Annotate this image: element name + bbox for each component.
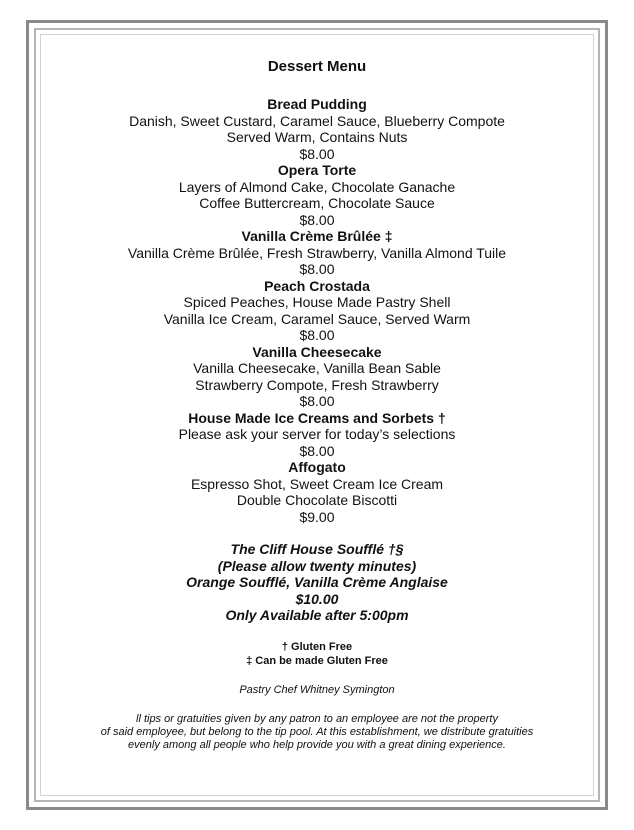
menu-item xyxy=(44,344,590,410)
dietary-legend xyxy=(44,640,590,668)
menu-item-price: $8.00 xyxy=(299,145,335,162)
souffle-note: (Please allow twenty minutes) xyxy=(217,557,417,574)
menu-item-price: $8.00 xyxy=(299,442,335,459)
menu-item-description: Served Warm, Contains Nuts xyxy=(226,129,408,145)
menu-item-name: Vanilla Crème Brûlée ‡ xyxy=(241,228,393,244)
souffle-availability: Only Available after 5:00pm xyxy=(225,607,409,623)
legend-gluten-free: † Gluten Free xyxy=(281,640,353,653)
menu-item-name: Affogato xyxy=(288,459,346,475)
disclaimer-line: evenly among all people who help provide you with a great dining experience. xyxy=(128,738,506,751)
menu-item-price: $9.00 xyxy=(299,508,335,525)
menu-item-description: Coffee Buttercream, Chocolate Sauce xyxy=(199,195,435,211)
menu-item-description: Double Chocolate Biscotti xyxy=(236,492,398,508)
menu-item-description: Danish, Sweet Custard, Caramel Sauce, Blueberry Compote xyxy=(129,112,505,129)
menu-item xyxy=(44,278,590,344)
pastry-chef-credit: Pastry Chef Whitney Symington xyxy=(239,683,395,696)
menu-item xyxy=(44,410,590,460)
menu-item xyxy=(44,96,590,162)
menu-item-name: Opera Torte xyxy=(277,162,357,178)
menu-item-price: $8.00 xyxy=(299,327,335,343)
menu-items xyxy=(44,96,590,525)
souffle-block xyxy=(44,541,590,624)
menu-item-name: House Made Ice Creams and Sorbets † xyxy=(188,409,446,426)
menu-item xyxy=(44,162,590,228)
souffle-name: The Cliff House Soufflé †§ xyxy=(230,541,404,557)
menu-item-description: Spiced Peaches, House Made Pastry Shell xyxy=(183,294,451,310)
menu-item-description: Espresso Shot, Sweet Cream Ice Cream xyxy=(190,475,444,492)
menu-item-description: Layers of Almond Cake, Chocolate Ganache xyxy=(178,178,456,195)
menu-item-description: Vanilla Crème Brûlée, Fresh Strawberry, Vanilla Almond Tuile xyxy=(127,244,507,261)
menu-item-name: Bread Pudding xyxy=(267,96,367,112)
menu-item-name: Peach Crostada xyxy=(264,277,370,294)
souffle-price: $10.00 xyxy=(295,590,339,607)
menu-title: Dessert Menu xyxy=(267,58,367,75)
menu-item-description: Strawberry Compote, Fresh Strawberry xyxy=(195,376,439,393)
menu-item-description: Vanilla Cheesecake, Vanilla Bean Sable xyxy=(193,360,441,376)
menu-item xyxy=(44,459,590,525)
gratuity-disclaimer xyxy=(44,713,590,752)
menu-item-name: Vanilla Cheesecake xyxy=(252,343,382,360)
menu-item-price: $8.00 xyxy=(299,393,335,409)
disclaimer-line: of said employee, but belong to the tip pool. At this establishment, we distribute gratuities xyxy=(100,725,534,738)
souffle-description: Orange Soufflé, Vanilla Crème Anglaise xyxy=(186,574,448,590)
menu-content xyxy=(44,58,590,752)
menu-item-price: $8.00 xyxy=(299,261,335,277)
menu-item-price: $8.00 xyxy=(299,211,335,228)
menu-item-description: Please ask your server for today’s selections xyxy=(178,426,456,442)
disclaimer-line: ll tips or gratuities given by any patron to an employee are not the property xyxy=(136,712,498,725)
menu-item-description: Vanilla Ice Cream, Caramel Sauce, Served Warm xyxy=(163,310,471,327)
legend-can-be-gluten-free: ‡ Can be made Gluten Free xyxy=(246,654,388,667)
menu-item xyxy=(44,228,590,278)
